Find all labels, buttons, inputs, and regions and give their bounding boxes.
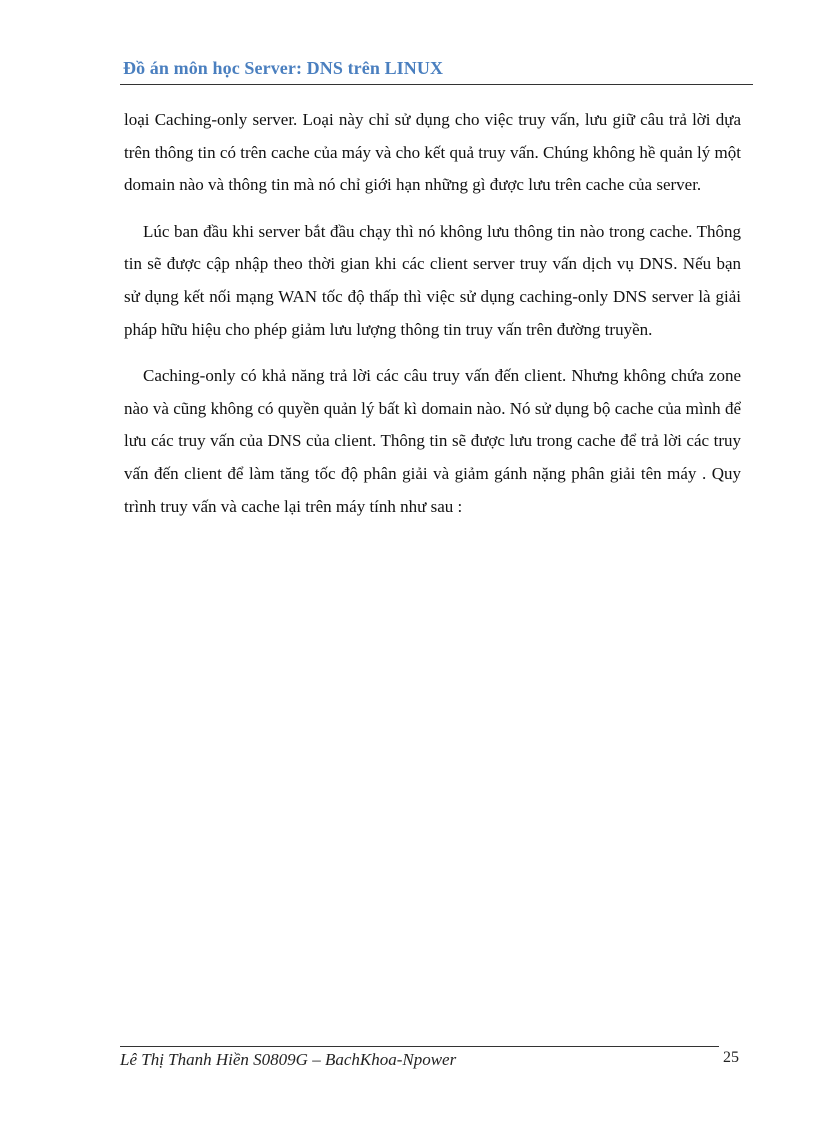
paragraph: Caching-only có khả năng trả lời các câu truy vấn đến client. Nhưng không chứa zone nào và cũng không có quyền quản lý bất kì domain nào. Nó sử dụng bộ cache của mình để lưu các truy vấn của DNS của client. Thông tin sẽ được lưu trong cache để trả lời các truy vấn đến client để làm tăng tốc độ phân giải và giảm gánh nặng phân giải tên máy . Quy trình truy vấn và cache lại trên máy tính như sau : (124, 366, 741, 516)
page-number: 25 (723, 1049, 739, 1066)
page-header-title: Đồ án môn học Server: DNS trên LINUX (123, 58, 444, 78)
footer-divider (120, 1046, 719, 1047)
document-body (124, 104, 741, 537)
paragraph: loại Caching-only server. Loại này chỉ sử dụng cho việc truy vấn, lưu giữ câu trả lời dựa trên thông tin có trên cache của máy và cho kết quả truy vấn. Chúng không hề quản lý một domain nào và thông tin mà nó chỉ giới hạn những gì được lưu trên cache của server. (124, 110, 741, 195)
footer-author: Lê Thị Thanh Hiền S0809G – BachKhoa-Npower (120, 1050, 457, 1069)
paragraph: Lúc ban đầu khi server bắt đầu chạy thì nó không lưu thông tin nào trong cache. Thông tin sẽ được cập nhập theo thời gian khi các client server truy vấn dịch vụ DNS. Nếu bạn sử dụng kết nối mạng WAN tốc độ thấp thì việc sử dụng caching-only DNS server là giải pháp hữu hiệu cho phép giảm lưu lượng thông tin truy vấn trên đường truyền. (124, 221, 741, 339)
header-divider (120, 84, 753, 85)
